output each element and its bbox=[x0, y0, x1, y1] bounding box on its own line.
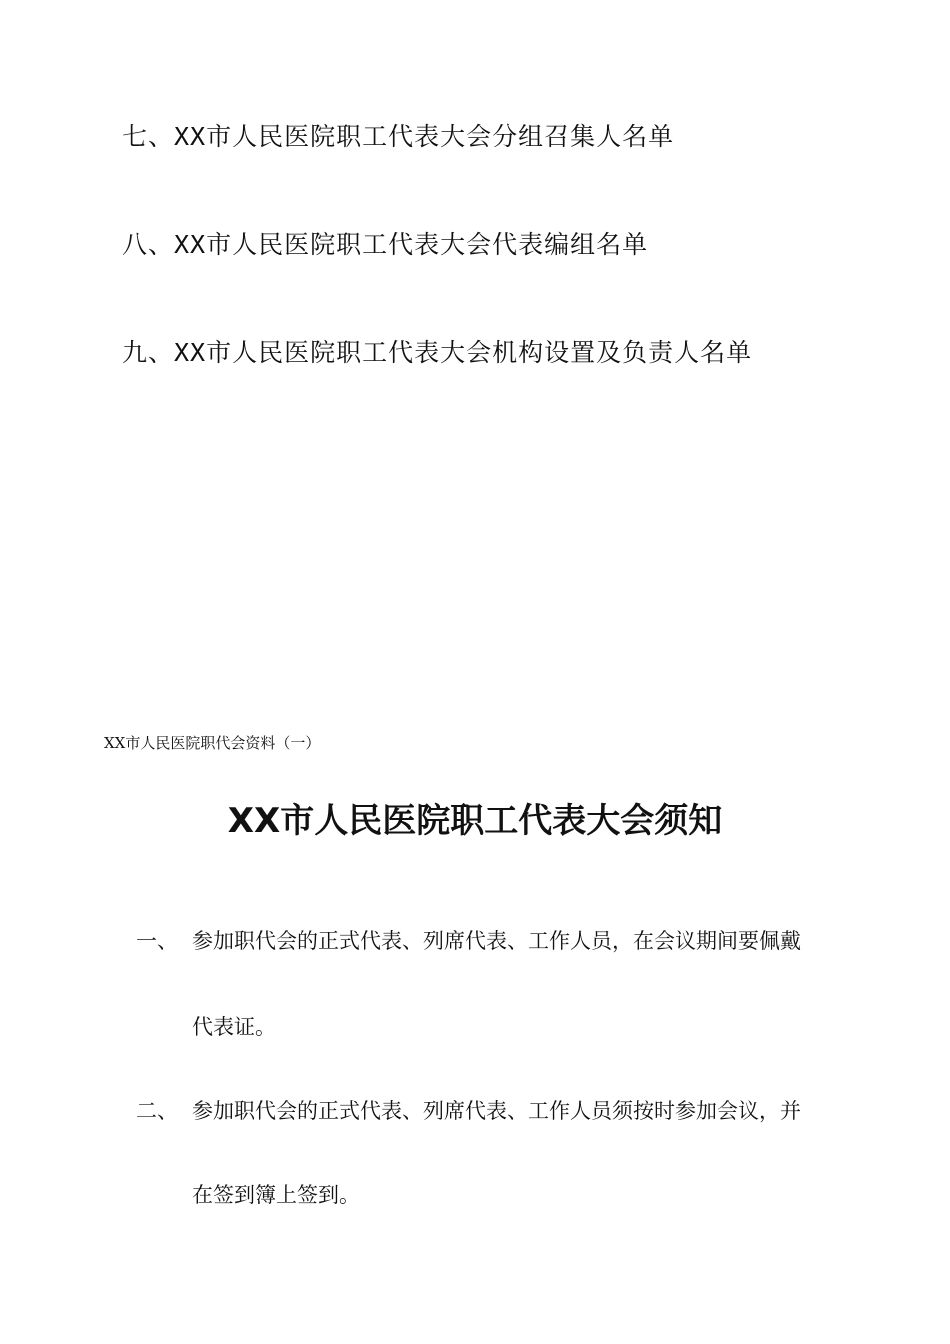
toc-item-eight: 八、XX市人民医院职工代表大会代表编组名单 bbox=[122, 230, 649, 259]
toc-item-nine: 九、XX市人民医院职工代表大会机构设置及负责人名单 bbox=[122, 338, 753, 367]
page-title: XX市人民医院职工代表大会须知 bbox=[227, 801, 723, 841]
notice-number: 二、 bbox=[136, 1099, 178, 1123]
notice-number: 一、 bbox=[136, 929, 178, 953]
notice-text-line: 在签到簿上签到。 bbox=[192, 1183, 360, 1207]
toc-item-seven: 七、XX市人民医院职工代表大会分组召集人名单 bbox=[122, 122, 675, 151]
document-series-label: XX市人民医院职代会资料（一） bbox=[104, 734, 321, 752]
notice-text-line: 参加职代会的正式代表、列席代表、工作人员须按时参加会议，并 bbox=[192, 1099, 801, 1123]
notice-text-line: 参加职代会的正式代表、列席代表、工作人员，在会议期间要佩戴 bbox=[192, 929, 801, 953]
notice-text-line: 代表证。 bbox=[192, 1015, 276, 1039]
